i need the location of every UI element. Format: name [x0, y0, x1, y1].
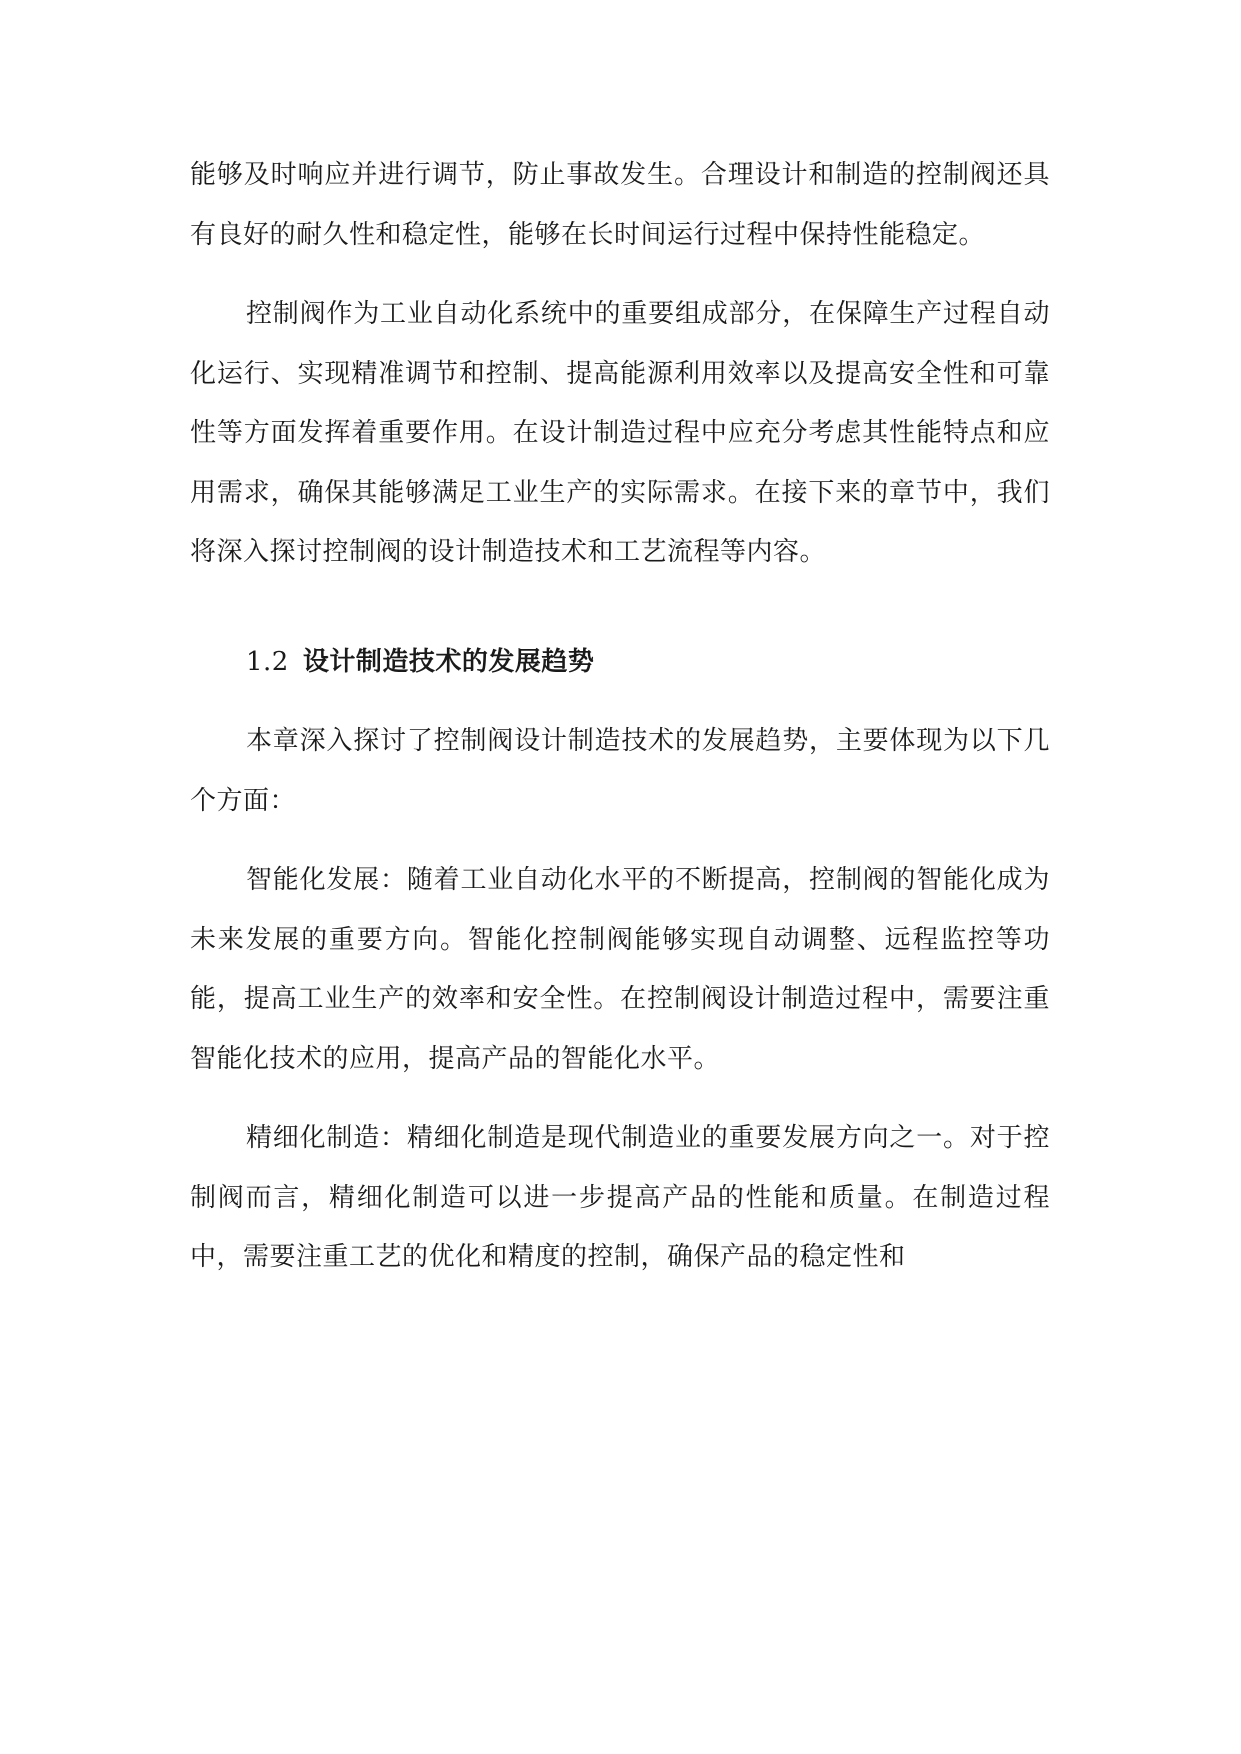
- section-number: 1.2: [246, 646, 289, 677]
- paragraph-control-valve-importance: 控制阀作为工业自动化系统中的重要组成部分，在保障生产过程自动化运行、实现精准调节和控制、提高能源利用效率以及提高安全性和可靠性等方面发挥着重要作用。在设计制造过程中应充分考虑其性能特点和应用需求，确保其能够满足工业生产的实际需求。在接下来的章节中，我们将深入探讨控制阀的设计制造技术和工艺流程等内容。: [190, 299, 1050, 567]
- section-heading: [190, 633, 1050, 693]
- paragraph-continuation: 能够及时响应并进行调节，防止事故发生。合理设计和制造的控制阀还具有良好的耐久性和稳定性，能够在长时间运行过程中保持性能稳定。: [190, 160, 1050, 250]
- paragraph-intelligent-development: 智能化发展：随着工业自动化水平的不断提高，控制阀的智能化成为未来发展的重要方向。智能化控制阀能够实现自动调整、远程监控等功能，提高工业生产的效率和安全性。在控制阀设计制造过程中，需要注重智能化技术的应用，提高产品的智能化水平。: [190, 865, 1050, 1074]
- section-title: 设计制造技术的发展趋势: [302, 646, 595, 677]
- paragraph-trend-intro: 本章深入探讨了控制阀设计制造技术的发展趋势，主要体现为以下几个方面：: [190, 726, 1050, 816]
- document-page: [190, 146, 1050, 1308]
- paragraph-refined-manufacturing: 精细化制造：精细化制造是现代制造业的重要发展方向之一。对于控制阀而言，精细化制造可以进一步提高产品的性能和质量。在制造过程中，需要注重工艺的优化和精度的控制，确保产品的稳定性和: [190, 1123, 1050, 1272]
